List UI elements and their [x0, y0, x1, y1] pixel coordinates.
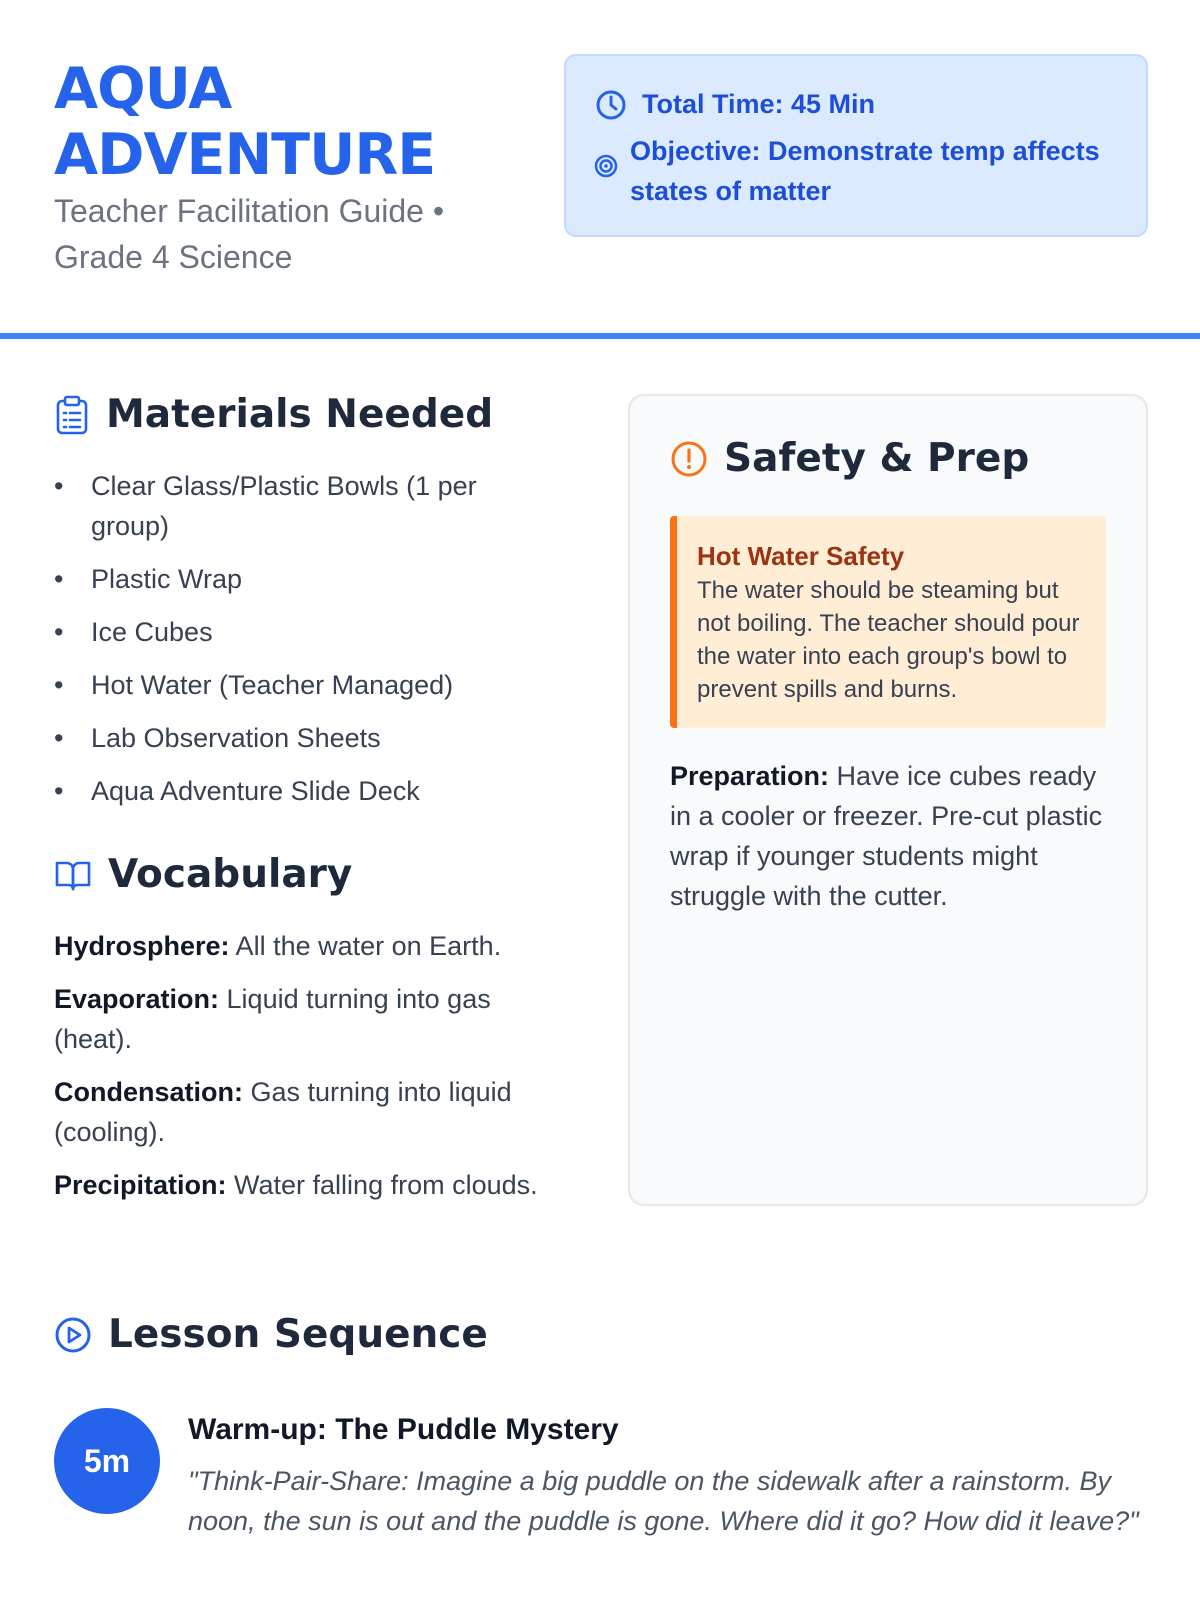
objective-text: Objective: Demonstrate temp affects states of matter [630, 136, 1100, 206]
book-icon [54, 857, 92, 893]
vocabulary-list [54, 926, 574, 1218]
header-divider [0, 333, 1200, 339]
safety-heading [670, 436, 1029, 481]
safety-heading-text: Safety & Prep [724, 436, 1030, 481]
list-item: • Hot Water (Teacher Managed) [54, 670, 454, 700]
vocabulary-heading [54, 852, 352, 897]
total-time-text: Total Time: 45 Min [642, 89, 876, 119]
objective-row [594, 131, 1134, 211]
preparation-label: Preparation: [670, 761, 830, 791]
step-duration-badge: 5m [54, 1408, 160, 1514]
target-icon [594, 149, 618, 189]
vocab-term: Precipitation: Water falling from clouds. [54, 1170, 538, 1200]
step-quote: "Think-Pair-Share: Imagine a big puddle on the sidewalk after a rainstorm. By noon, the sun is out and the puddle is gone. Where did it go? How did it leave?" [188, 1466, 1139, 1536]
preparation-text: Have ice cubes ready in a cooler or freezer. Pre-cut plastic wrap if younger students might struggle with the cutter. [670, 761, 1103, 911]
clock-icon [594, 84, 628, 135]
lesson-sequence-heading [54, 1312, 488, 1357]
lesson-sequence-heading-text: Lesson Sequence [108, 1312, 488, 1357]
hot-water-alert [670, 516, 1106, 728]
vocabulary-heading-text: Vocabulary [108, 852, 353, 897]
list-item: • Aqua Adventure Slide Deck [54, 776, 420, 806]
list-item: • Clear Glass/Plastic Bowls (1 per group) [54, 471, 477, 541]
list-item: • Plastic Wrap [54, 564, 243, 594]
preparation-note [670, 756, 1110, 916]
vocab-term: Condensation: Gas turning into liquid (cooling). [54, 1077, 512, 1147]
play-circle-icon [54, 1316, 92, 1354]
alert-text: The water should be steaming but not boiling. The teacher should pour the water into each group's bowl to prevent spills and burns. [697, 577, 1080, 703]
vocab-term: Hydrosphere: All the water on Earth. [54, 931, 502, 961]
vocab-term: Evaporation: Liquid turning into gas (heat). [54, 984, 491, 1054]
page-title: AQUA ADVENTURE [54, 56, 436, 188]
list-item: • Lab Observation Sheets [54, 723, 381, 753]
step-title: Warm-up: The Puddle Mystery [188, 1413, 619, 1446]
materials-heading [54, 392, 493, 437]
lesson-info-box [564, 54, 1148, 237]
total-time-row [594, 84, 875, 135]
clipboard-icon [54, 395, 90, 435]
alert-circle-icon [670, 440, 708, 478]
safety-card [628, 394, 1148, 1206]
alert-title: Hot Water Safety [697, 541, 905, 571]
page-subtitle: Teacher Facilitation Guide • Grade 4 Science [54, 193, 445, 275]
list-item: • Ice Cubes [54, 617, 213, 647]
page-header [0, 0, 1200, 340]
materials-heading-text: Materials Needed [106, 392, 494, 437]
materials-list [54, 466, 554, 824]
